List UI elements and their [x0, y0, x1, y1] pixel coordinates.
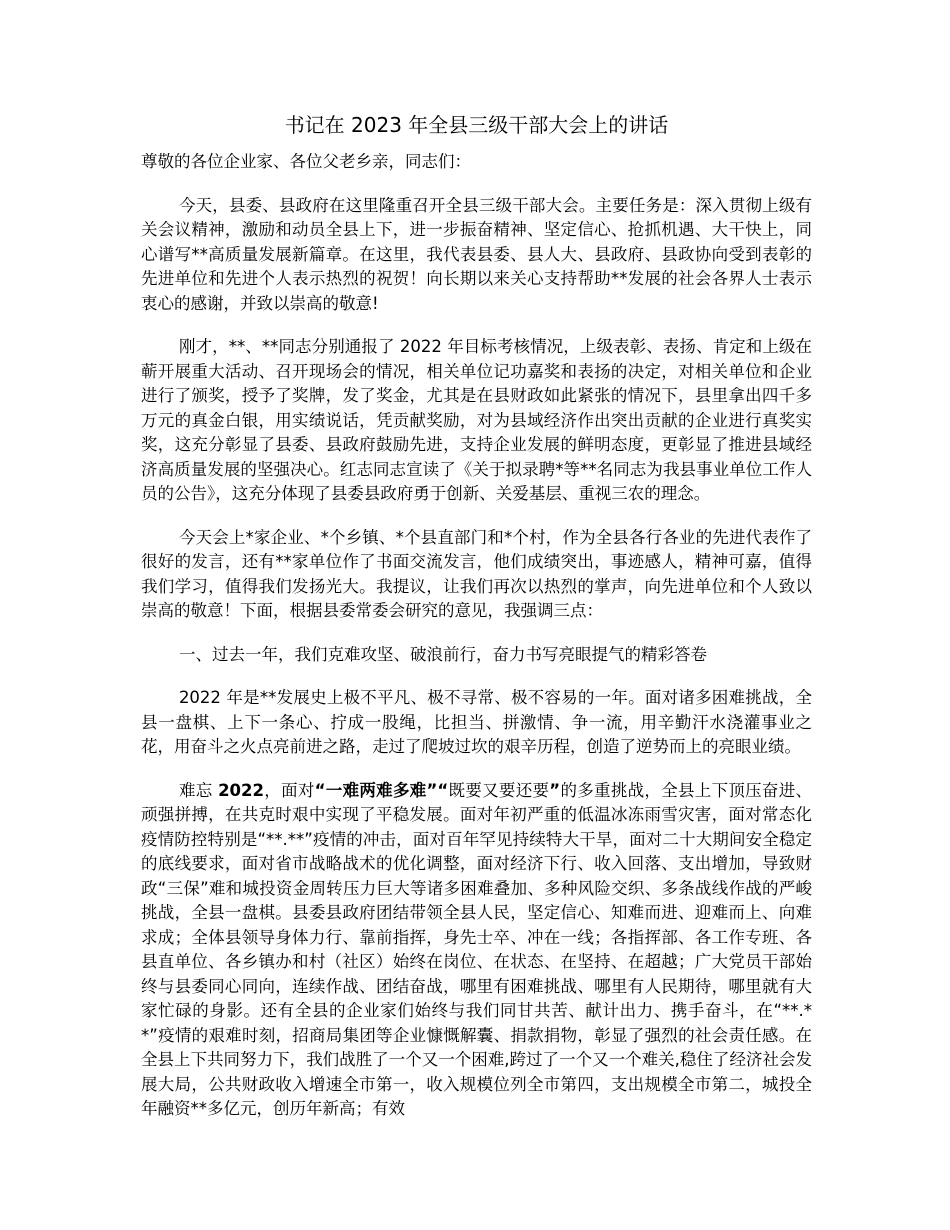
document-title: 书记在 2023 年全县三级干部大会上的讲话 — [284, 113, 669, 137]
document-page — [141, 110, 812, 1141]
paragraph-representatives: 今天会上*家企业、*个乡镇、*个县直部门和*个村，作为全县各行各业的先进代表作了很好的发言，还有**家单位作了书面交流发言，他们成绩突出，事迹感人，精神可嘉，值得我们学习，值得我们发扬光大。我提议，让我们再次以热烈的掌声，向先进单位和个人致以崇高的敬意！下面，根据县委常委会研究的意见，我强调三点： — [141, 527, 812, 620]
bold-quote-2: ” — [549, 780, 561, 800]
bold-year: 2022 — [218, 780, 264, 800]
paragraph-2022-overview: 2022 年是**发展史上极不平凡、极不寻常、极不容易的一年。面对诸多困难挑战，全县一盘棋、上下一条心、拧成一股绳，比担当、拼激情、争一流，用辛勤汗水浇灌事业之花，用奋斗之火点亮前进之路，走过了爬坡过坎的艰辛历程，创造了逆势而上的亮眼业绩。 — [141, 688, 812, 756]
paragraph-awards: 刚才，**、**同志分别通报了 2022 年目标考核情况，上级表彰、表扬、肯定和上级在蕲开展重大活动、召开现场会的情况，相关单位记功嘉奖和表扬的决定，对相关单位和企业进行了颁奖，授予了奖牌，发了奖金，尤其是在县财政如此紧张的情况下，县里拿出四千多万元的真金白银，用实绩说话，凭贡献奖励，对为县域经济作出突出贡献的企业进行真奖实奖，这充分彰显了县委、县政府鼓励先进，支持企业发展的鲜明态度，更彰显了推进县域经济高质量发展的坚强决心。红志同志宣读了《关于拟录聘*等**名同志为我县事业单位工作人员的公告》，这充分体现了县委县政府勇于创新、关爱基层、重视三农的理念。 — [141, 337, 812, 503]
paragraph-prefix: 难忘 — [178, 780, 219, 800]
section-heading-1: 一、过去一年，我们克难攻坚、破浪前行，奋力书写亮眼提气的精彩答卷 — [178, 644, 707, 664]
paragraph-opening: 今天，县委、县政府在这里隆重召开全县三级干部大会。主要任务是：深入贯彻上级有关会议精神，激励和动员全县上下，进一步振奋精神、坚定信心、抢抓机遇、大干快上，同心谱写**高质量发展新篇章。在这里，我代表县委、县人大、县政府、县政协向受到表彰的先进单位和先进个人表示热烈的祝贺！向长期以来关心支持帮助**发展的社会各界人士表示衷心的感谢，并致以崇高的敬意! — [141, 195, 812, 313]
paragraph-rest: 的多重挑战，全县上下顶压奋进、顽强拼搏，在共克时艰中实现了平稳发展。面对年初严重的低温冰冻雨雪灾害，面对常态化疫情防控特别是“**.**”疫情的冲击，面对百年罕见持续特大干旱，面对二十大期间安全稳定的底线要求，面对省市战略战术的优化调整，面对经济下行、收入回落、支出增加，导致财政“三保”难和城投资金周转压力巨大等诸多困难叠加、多种风险交织、多条战线作战的严峻挑战，全县一盘棋。县委县政府团结带领全县人民，坚定信心、知难而进、迎难而上、向难求成；全体县领导身体力行、靠前指挥，身先士卒、冲在一线；各指挥部、各工作专班、各县直单位、各乡镇办和村（社区）始终在岗位、在状态、在坚持、在超越；广大党员干部始终与县委同心同向，连续作战、团结奋战，哪里有困难挑战、哪里有人民期待，哪里就有大家忙碌的身影。还有全县的企业家们始终与我们同甘共苦、献计出力、携手奋斗，在“**.**”疫情的艰难时刻，招商局集团等企业慷慨解囊、捐款捐物，彰显了强烈的社会责任感。在全县上下共同努力下，我们战胜了一个又一个困难,跨过了一个又一个难关,稳住了经济社会发展大局，公共财政收入增速全市第一，收入规模位列全市第四，支出规模全市第二，城投全年融资**多亿元，创历年新高；有效 — [141, 780, 813, 1118]
paragraph-2022-challenges — [141, 779, 812, 1122]
salutation: 尊敬的各位企业家、各位父老乡亲，同志们： — [141, 152, 471, 171]
bold-quote-1: “一难两难多难”“ — [314, 780, 449, 800]
quote-text: 既要又要还要 — [448, 780, 550, 800]
paragraph-mid: ，面对 — [264, 780, 315, 800]
